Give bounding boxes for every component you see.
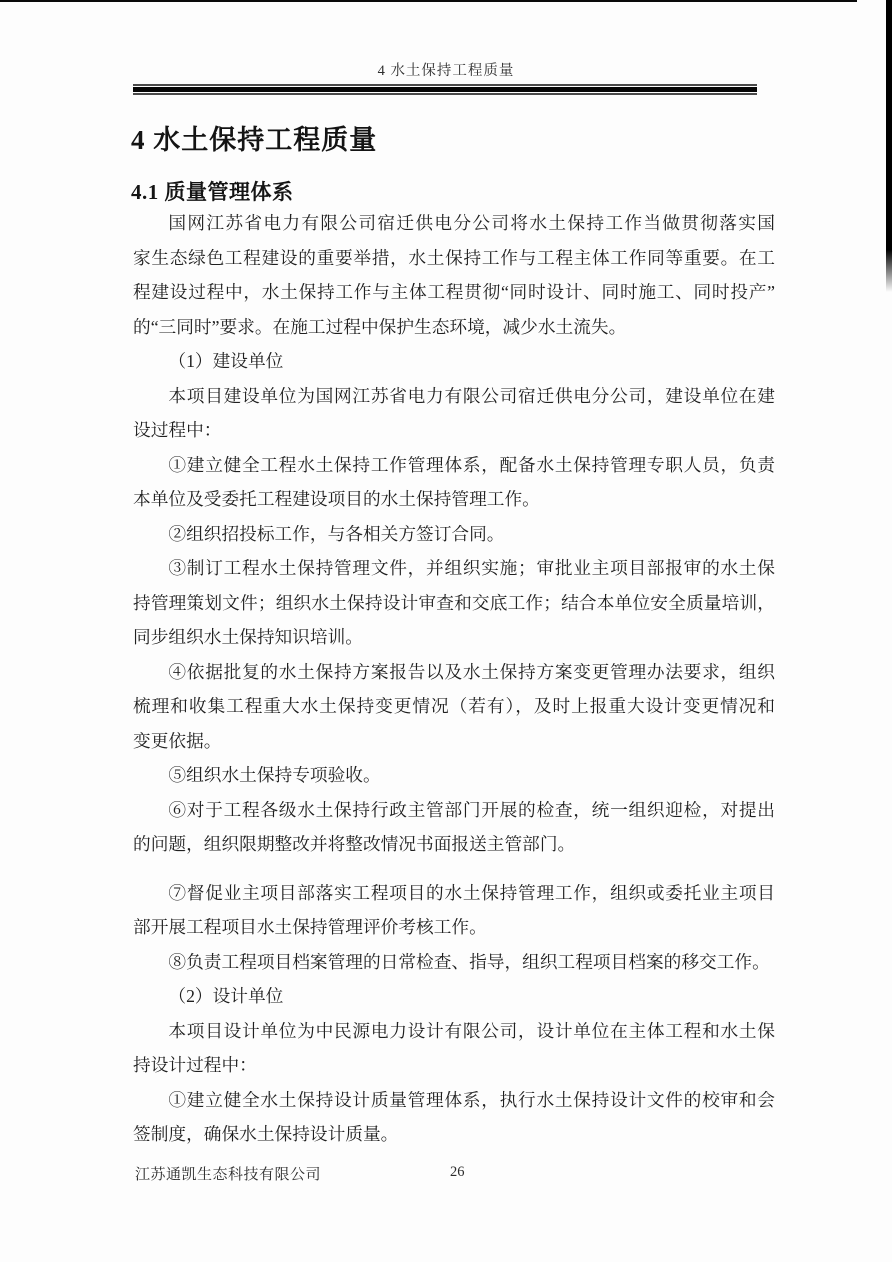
paragraph [133, 344, 775, 379]
paragraph-line: ③制订工程水土保持管理文件，并组织实施；审批业主项目部报审的水土保 [168, 558, 775, 578]
header-rule [133, 84, 757, 95]
paragraph-line: ⑧负责工程项目档案管理的日常检查、指导，组织工程项目档案的移交工作。 [168, 951, 770, 972]
paragraph-line: 程建设过程中，水土保持工作与主体工程贯彻“同时设计、同时施工、同时投产” [133, 282, 775, 302]
page-number: 26 [450, 1164, 465, 1180]
paragraph-line: 持设计过程中： [133, 1055, 257, 1075]
paragraph-line: 国网江苏省电力有限公司宿迁供电分公司将水土保持工作当做贯彻落实国 [168, 213, 775, 233]
paragraph-line: 部开展工程项目水土保持管理评价考核工作。 [133, 917, 487, 937]
paragraph [133, 379, 775, 448]
chapter-title: 4 水土保持工程质量 [131, 125, 378, 156]
paragraph [133, 758, 775, 793]
paragraph-line: 持管理策划文件；组织水土保持设计审查和交底工作；结合本单位安全质量培训， [133, 592, 775, 613]
paragraph-line: ⑦督促业主项目部落实工程项目的水土保持管理工作，组织或委托业主项目 [168, 882, 775, 903]
paragraph [133, 1014, 775, 1083]
paragraph-line: 本项目建设单位为国网江苏省电力有限公司宿迁供电分公司，建设单位在建 [168, 385, 775, 406]
paragraph-line: ⑤组织水土保持专项验收。 [168, 765, 381, 785]
paragraph [133, 1083, 775, 1152]
paragraph [133, 979, 775, 1014]
paragraph [133, 876, 775, 945]
paragraph-line: 设过程中： [133, 420, 222, 440]
paragraph-line: （2）设计单位 [168, 986, 284, 1006]
scan-edge-right-artifact [886, 0, 892, 292]
scan-edge-top-artifact [0, 0, 857, 2]
paragraph-line: 变更依据。 [133, 730, 222, 751]
header-rule-thin-top [133, 84, 757, 86]
header-rule-thin-bottom [133, 93, 757, 95]
paragraph [133, 448, 775, 517]
paragraph [133, 793, 775, 862]
section-title: 4.1 质量管理体系 [131, 180, 294, 205]
paragraph-line: （1）建设单位 [168, 351, 284, 371]
paragraph-line: 梳理和收集工程重大水土保持变更情况（若有），及时上报重大设计变更情况和 [133, 696, 775, 716]
paragraph-line: 签制度，确保水土保持设计质量。 [133, 1124, 399, 1144]
paragraph-line: 本项目设计单位为中民源电力设计有限公司，设计单位在主体工程和水土保 [168, 1020, 775, 1041]
paragraph-line: ①建立健全水土保持设计质量管理体系，执行水土保持设计文件的校审和会 [168, 1089, 775, 1110]
paragraph-line: ⑥对于工程各级水土保持行政主管部门开展的检查，统一组织迎检，对提出 [168, 799, 775, 820]
paragraph-line: 同步组织水土保持知识培训。 [133, 627, 363, 647]
paragraph-line: ②组织招投标工作，与各相关方签订合同。 [168, 523, 505, 544]
footer-company-name: 江苏通凯生态科技有限公司 [135, 1167, 322, 1183]
paragraph [133, 206, 775, 344]
paragraph [133, 655, 775, 759]
paragraph-line: ④依据批复的水土保持方案报告以及水土保持方案变更管理办法要求，组织 [168, 661, 775, 682]
header-rule-thick [133, 87, 757, 92]
paragraphs [133, 206, 775, 1152]
paragraph-line: 的“三同时”要求。在施工过程中保护生态环境，减少水土流失。 [133, 316, 627, 337]
paragraph [133, 945, 775, 980]
paragraph [133, 551, 775, 655]
running-header: 4 水土保持工程质量 [377, 63, 515, 79]
paragraph-line: ①建立健全工程水土保持工作管理体系，配备水土保持管理专职人员，负责 [168, 454, 775, 475]
paragraph [133, 517, 775, 552]
paragraph-line: 家生态绿色工程建设的重要举措，水土保持工作与工程主体工作同等重要。在工 [133, 247, 775, 268]
paragraph-line: 本单位及受委托工程建设项目的水土保持管理工作。 [133, 489, 540, 509]
paragraph-line: 的问题，组织限期整改并将整改情况书面报送主管部门。 [133, 834, 576, 854]
